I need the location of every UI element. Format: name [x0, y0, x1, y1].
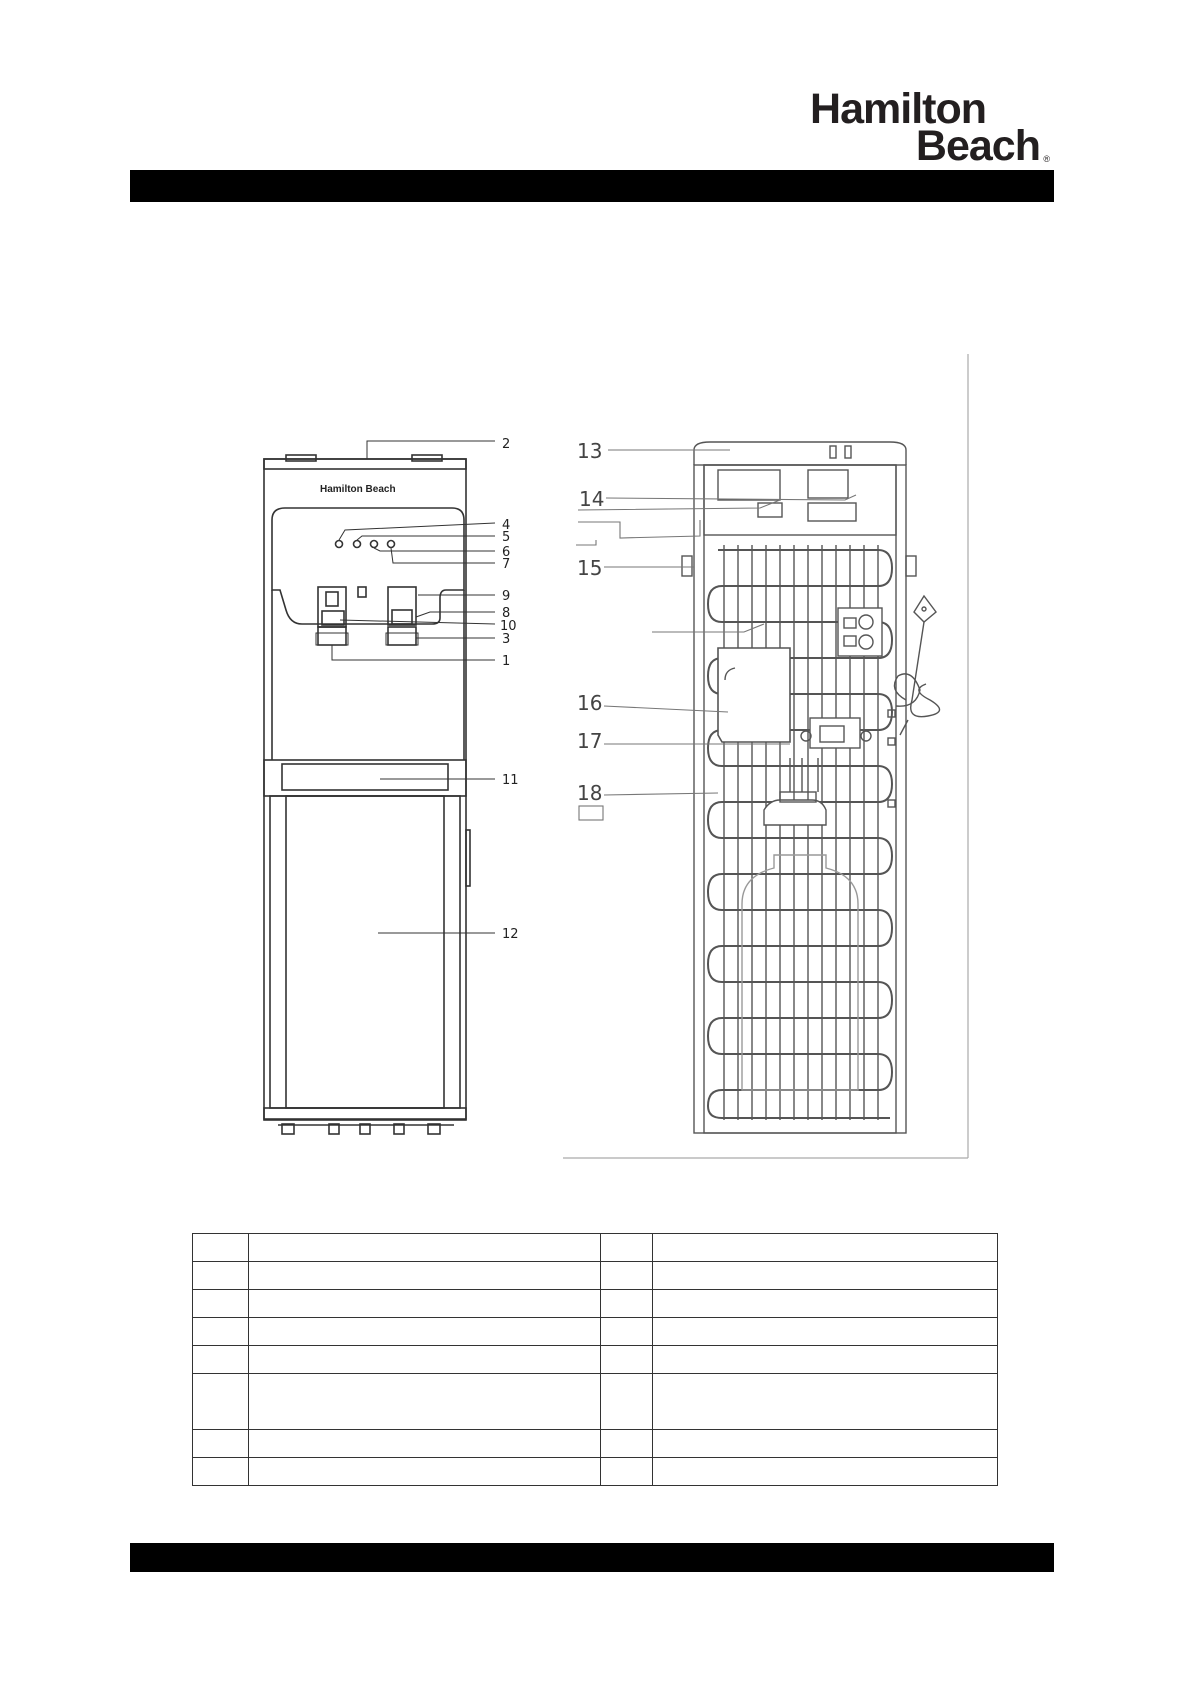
- callout-7: 7: [502, 557, 511, 572]
- part-number-cell: [601, 1262, 653, 1290]
- part-name-cell: [653, 1262, 998, 1290]
- table-row: [193, 1374, 998, 1430]
- part-number-cell: [601, 1430, 653, 1458]
- table-row: [193, 1234, 998, 1262]
- front-view: [264, 455, 470, 1134]
- part-number-cell: [193, 1234, 249, 1262]
- part-number-cell: [193, 1430, 249, 1458]
- callout-5: 5: [502, 530, 511, 545]
- registered-mark: ®: [1043, 154, 1050, 164]
- table-row: [193, 1458, 998, 1486]
- callout-2: 2: [502, 437, 511, 452]
- part-number-cell: [193, 1290, 249, 1318]
- brand-logo-line2: Beach: [915, 122, 1040, 170]
- part-name-cell: [653, 1374, 998, 1430]
- brand-logo-line1: Hamilton: [810, 85, 986, 133]
- table-row: [193, 1318, 998, 1346]
- callout-16: 16: [577, 691, 603, 715]
- part-name-cell: [653, 1318, 998, 1346]
- part-number-cell: [601, 1290, 653, 1318]
- table-row: [193, 1346, 998, 1374]
- callout-6: 6: [502, 545, 511, 560]
- part-number-cell: [193, 1262, 249, 1290]
- part-name-cell: [653, 1290, 998, 1318]
- part-number-cell: [601, 1374, 653, 1430]
- callout-4: 4: [502, 518, 511, 533]
- callout-8: 8: [502, 606, 511, 621]
- part-name-cell: [653, 1234, 998, 1262]
- part-name-cell: [249, 1262, 601, 1290]
- callout-3: 3: [502, 632, 511, 647]
- part-name-cell: [653, 1458, 998, 1486]
- part-number-cell: [601, 1458, 653, 1486]
- part-name-cell: [249, 1430, 601, 1458]
- part-number-cell: [193, 1318, 249, 1346]
- part-number-cell: [601, 1318, 653, 1346]
- table-row: [193, 1290, 998, 1318]
- callout-18: 18: [577, 781, 603, 805]
- callout-9: 9: [502, 589, 511, 604]
- callout-10: 10: [500, 619, 517, 634]
- part-name-cell: [653, 1430, 998, 1458]
- part-name-cell: [249, 1346, 601, 1374]
- part-name-cell: [249, 1290, 601, 1318]
- callout-17: 17: [577, 729, 603, 753]
- part-name-cell: [249, 1458, 601, 1486]
- rear-view: [682, 442, 916, 1133]
- table-row: [193, 1262, 998, 1290]
- callout-12: 12: [502, 927, 519, 942]
- part-number-cell: [193, 1346, 249, 1374]
- callout-1: 1: [502, 654, 511, 669]
- part-name-cell: [249, 1234, 601, 1262]
- callout-13: 13: [577, 439, 603, 463]
- part-name-cell: [249, 1374, 601, 1430]
- callout-11: 11: [502, 773, 519, 788]
- table-row: [193, 1430, 998, 1458]
- part-name-cell: [249, 1318, 601, 1346]
- footer-bar: [130, 1543, 1054, 1572]
- part-number-cell: [193, 1374, 249, 1430]
- callout-15: 15: [577, 556, 603, 580]
- parts-table: [192, 1233, 998, 1486]
- part-number-cell: [193, 1458, 249, 1486]
- part-number-cell: [601, 1346, 653, 1374]
- part-name-cell: [653, 1346, 998, 1374]
- power-cord: [894, 596, 939, 735]
- callout-14: 14: [579, 487, 605, 511]
- front-panel-logo: Hamilton Beach: [320, 484, 396, 495]
- part-number-cell: [601, 1234, 653, 1262]
